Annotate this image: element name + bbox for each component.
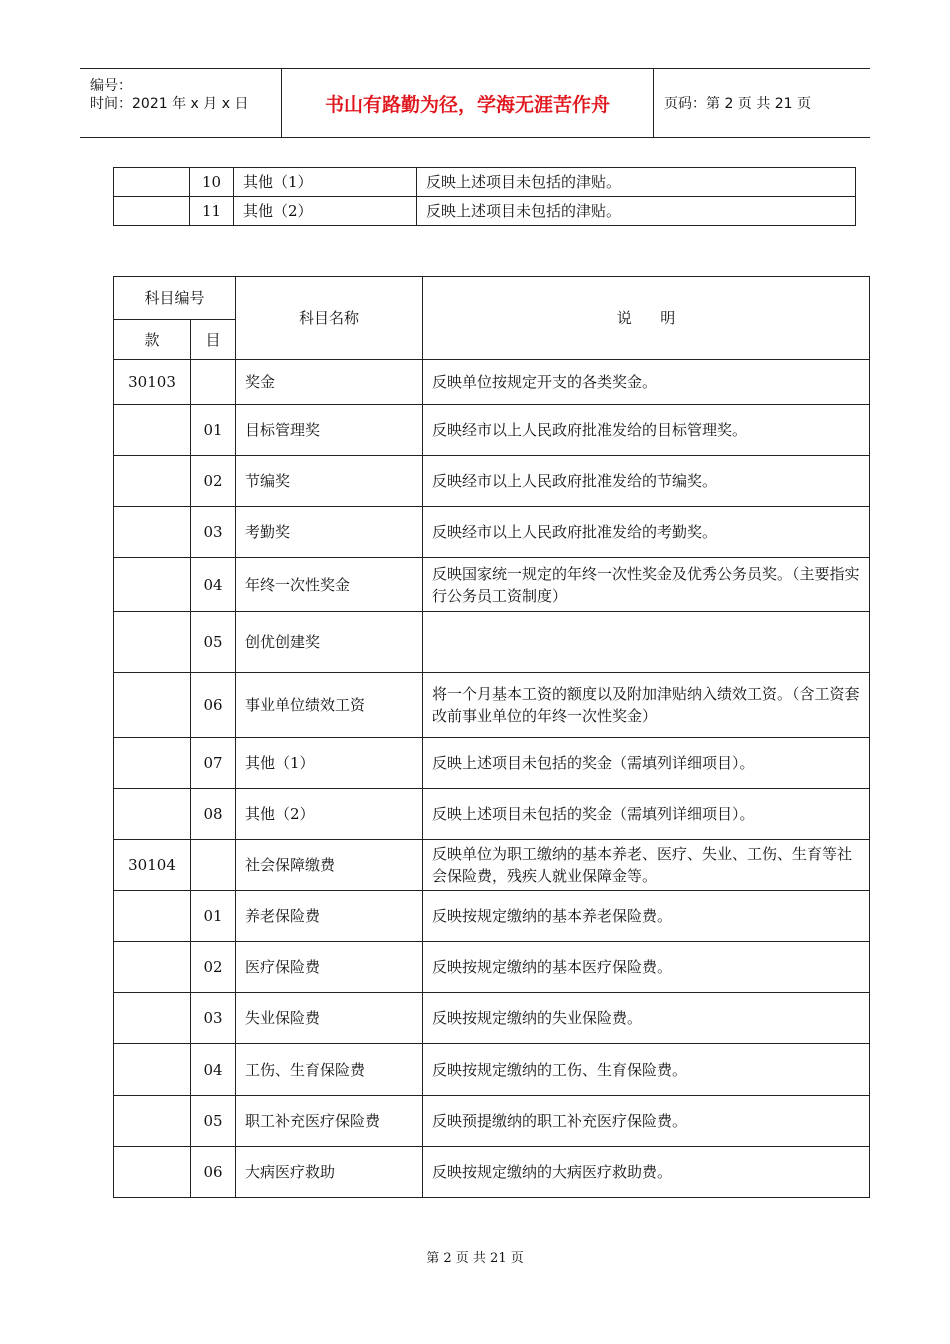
budget-subject-table — [113, 276, 870, 1198]
subject-code — [114, 612, 191, 673]
item-code: 04 — [191, 1044, 236, 1096]
subject-description: 反映按规定缴纳的基本医疗保险费。 — [423, 942, 870, 993]
table-row — [114, 360, 870, 405]
item-code: 06 — [191, 673, 236, 738]
subject-description: 反映经市以上人民政府批准发给的考勤奖。 — [423, 507, 870, 558]
table-row — [114, 891, 870, 942]
header-subject-name: 科目名称 — [236, 277, 423, 360]
subject-description: 反映上述项目未包括的津贴。 — [417, 197, 856, 226]
item-code: 06 — [191, 1147, 236, 1198]
table-row — [114, 405, 870, 456]
subject-name: 医疗保险费 — [236, 942, 423, 993]
subject-name: 考勤奖 — [236, 507, 423, 558]
page-footer: 第 2 页 共 21 页 — [426, 1251, 524, 1266]
header-page-info: 页码：第 2 页 共 21 页 — [664, 96, 811, 112]
item-code: 10 — [190, 168, 234, 197]
subject-code — [114, 405, 191, 456]
item-code: 05 — [191, 612, 236, 673]
subject-description: 反映上述项目未包括的津贴。 — [417, 168, 856, 197]
subject-code — [114, 197, 190, 226]
item-code: 04 — [191, 558, 236, 612]
subject-name: 大病医疗救助 — [236, 1147, 423, 1198]
subject-code: 30104 — [114, 840, 191, 891]
page-header — [80, 68, 870, 138]
subject-code — [114, 558, 191, 612]
subject-name: 工伤、生育保险费 — [236, 1044, 423, 1096]
item-code: 01 — [191, 405, 236, 456]
subject-description: 反映按规定缴纳的基本养老保险费。 — [423, 891, 870, 942]
table-row — [114, 942, 870, 993]
table-row — [114, 1096, 870, 1147]
subject-code — [114, 942, 191, 993]
table-row — [114, 738, 870, 789]
continued-table — [113, 167, 856, 226]
header-kuan: 款 — [114, 320, 191, 360]
subject-name: 奖金 — [236, 360, 423, 405]
subject-name: 其他（1） — [234, 168, 417, 197]
table-row — [114, 1044, 870, 1096]
header-description: 说 明 — [423, 277, 870, 360]
subject-description: 将一个月基本工资的额度以及附加津贴纳入绩效工资。（含工资套改前事业单位的年终一次性奖金） — [423, 673, 870, 738]
table-row — [114, 840, 870, 891]
table-row — [114, 197, 856, 226]
table-row — [114, 1147, 870, 1198]
subject-description: 反映按规定缴纳的失业保险费。 — [423, 993, 870, 1044]
subject-name: 其他（2） — [236, 789, 423, 840]
subject-description: 反映按规定缴纳的大病医疗救助费。 — [423, 1147, 870, 1198]
doc-number-label: 编号： — [90, 78, 132, 94]
subject-code — [114, 738, 191, 789]
subject-code — [114, 789, 191, 840]
subject-description: 反映单位为职工缴纳的基本养老、医疗、失业、工伤、生育等社会保险费，残疾人就业保障金等。 — [423, 840, 870, 891]
item-code: 11 — [190, 197, 234, 226]
table-row — [114, 673, 870, 738]
subject-code — [114, 993, 191, 1044]
doc-time-label: 时间：2021 年 x 月 x 日 — [90, 96, 249, 112]
subject-name: 失业保险费 — [236, 993, 423, 1044]
subject-name: 其他（2） — [234, 197, 417, 226]
subject-description: 反映经市以上人民政府批准发给的节编奖。 — [423, 456, 870, 507]
subject-description — [423, 612, 870, 673]
subject-code — [114, 1147, 191, 1198]
subject-description: 反映国家统一规定的年终一次性奖金及优秀公务员奖。（主要指实行公务员工资制度） — [423, 558, 870, 612]
subject-name: 年终一次性奖金 — [236, 558, 423, 612]
subject-description: 反映上述项目未包括的奖金（需填列详细项目）。 — [423, 789, 870, 840]
subject-code — [114, 1096, 191, 1147]
subject-name: 创优创建奖 — [236, 612, 423, 673]
subject-description: 反映预提缴纳的职工补充医疗保险费。 — [423, 1096, 870, 1147]
header-motto: 书山有路勤为径，学海无涯苦作舟 — [282, 69, 654, 137]
subject-name: 养老保险费 — [236, 891, 423, 942]
subject-code — [114, 168, 190, 197]
header-meta — [80, 69, 282, 137]
subject-name: 目标管理奖 — [236, 405, 423, 456]
table-row — [114, 993, 870, 1044]
subject-name: 事业单位绩效工资 — [236, 673, 423, 738]
item-code — [191, 360, 236, 405]
item-code: 02 — [191, 942, 236, 993]
subject-code — [114, 1044, 191, 1096]
subject-description: 反映上述项目未包括的奖金（需填列详细项目）。 — [423, 738, 870, 789]
item-code: 07 — [191, 738, 236, 789]
table-row — [114, 558, 870, 612]
table-row — [114, 168, 856, 197]
subject-code — [114, 891, 191, 942]
subject-code — [114, 673, 191, 738]
item-code: 01 — [191, 891, 236, 942]
item-code: 03 — [191, 507, 236, 558]
table-row — [114, 612, 870, 673]
subject-description: 反映单位按规定开支的各类奖金。 — [423, 360, 870, 405]
item-code: 03 — [191, 993, 236, 1044]
subject-name: 社会保障缴费 — [236, 840, 423, 891]
subject-code — [114, 456, 191, 507]
header-code-group: 科目编号 — [114, 277, 236, 320]
subject-code: 30103 — [114, 360, 191, 405]
subject-description: 反映按规定缴纳的工伤、生育保险费。 — [423, 1044, 870, 1096]
header-mu: 目 — [191, 320, 236, 360]
table-row — [114, 456, 870, 507]
item-code — [191, 840, 236, 891]
item-code: 05 — [191, 1096, 236, 1147]
item-code: 02 — [191, 456, 236, 507]
subject-name: 职工补充医疗保险费 — [236, 1096, 423, 1147]
subject-description: 反映经市以上人民政府批准发给的目标管理奖。 — [423, 405, 870, 456]
table-row — [114, 789, 870, 840]
subject-name: 其他（1） — [236, 738, 423, 789]
subject-name: 节编奖 — [236, 456, 423, 507]
subject-code — [114, 507, 191, 558]
item-code: 08 — [191, 789, 236, 840]
table-row — [114, 507, 870, 558]
